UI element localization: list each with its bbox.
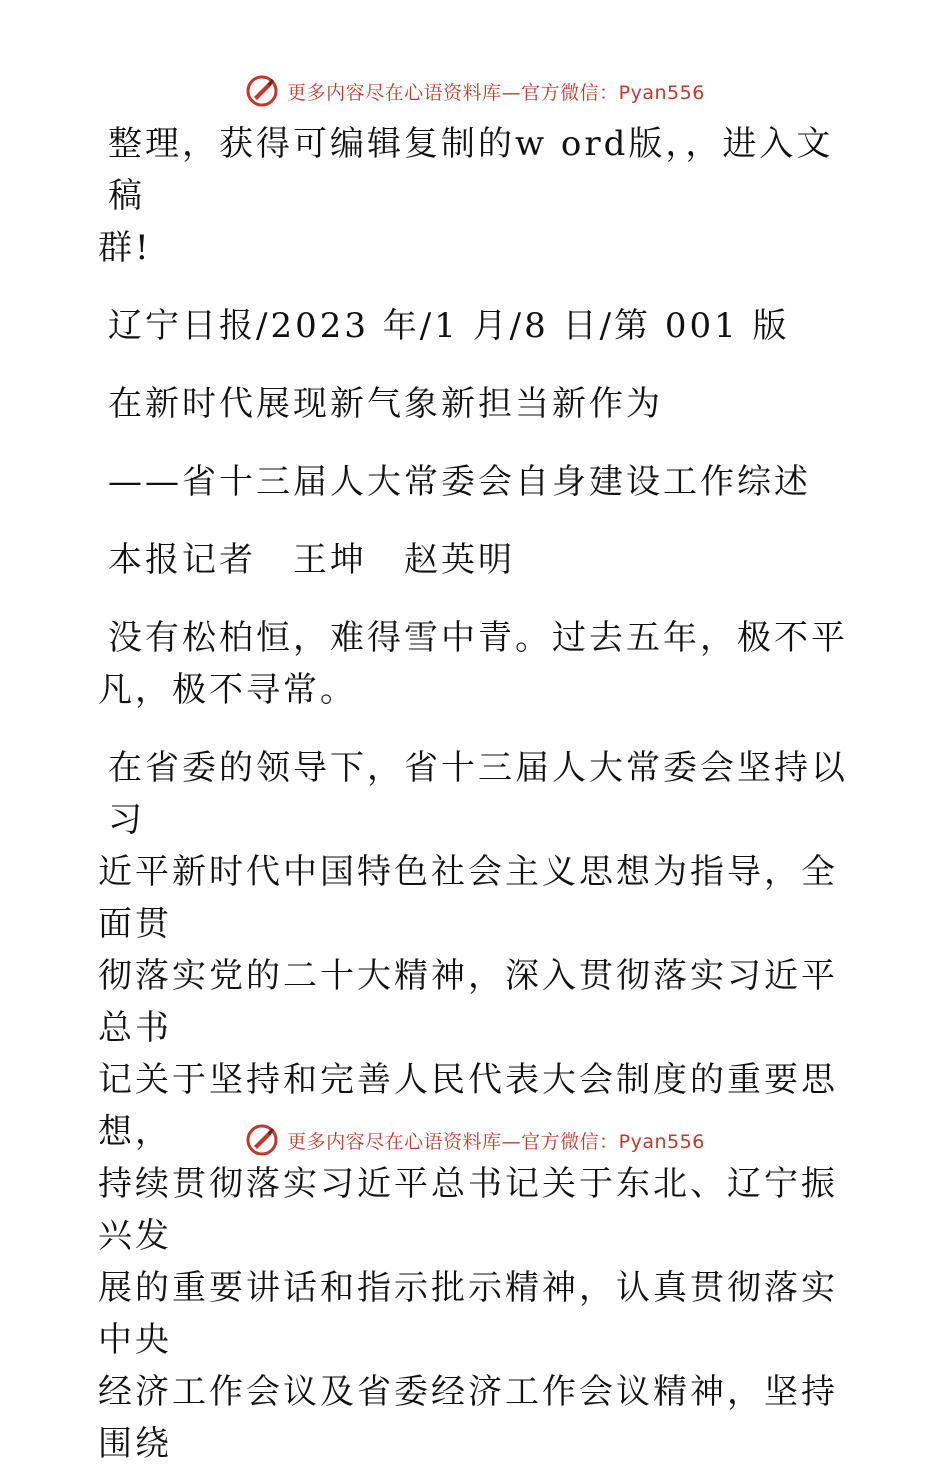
intro-line: 群! bbox=[98, 228, 152, 268]
document-body bbox=[98, 118, 854, 1470]
paragraph-line: 展的重要讲话和指示批示精神，认真贯彻落实中央 bbox=[98, 1268, 838, 1360]
article-subtitle: ——省十三届人大常委会自身建设工作综述 bbox=[108, 462, 811, 502]
footer-text: 更多内容尽在心语资料库—官方微信：Pyan556 bbox=[287, 1130, 705, 1153]
paragraph-line: 经济工作会议及省委经济工作会议精神，坚持围绕 bbox=[98, 1372, 838, 1464]
paragraph-line: 持续贯彻落实习近平总书记关于东北、辽宁振兴发 bbox=[98, 1164, 838, 1256]
paragraph-1 bbox=[98, 612, 854, 716]
paragraph-line: 在省委的领导下，省十三届人大常委会坚持以习 bbox=[108, 748, 848, 840]
brand-logo-icon bbox=[245, 1123, 279, 1157]
article-title: 在新时代展现新气象新担当新作为 bbox=[108, 384, 663, 424]
byline: 本报记者 王坤 赵英明 bbox=[108, 540, 515, 580]
paragraph-2 bbox=[98, 742, 854, 1470]
intro-line: 整理，获得可编辑复制的w ord版，，进入文稿 bbox=[108, 124, 834, 216]
paragraph-line: 记关于坚持和完善人民代表大会制度的重要思想， bbox=[98, 1060, 838, 1152]
header-text: 更多内容尽在心语资料库—官方微信：Pyan556 bbox=[287, 81, 705, 104]
paragraph-line: 凡，极不寻常。 bbox=[98, 670, 357, 710]
footer-banner bbox=[0, 1120, 950, 1160]
paragraph-line: 彻落实党的二十大精神，深入贯彻落实习近平总书 bbox=[98, 956, 838, 1048]
paragraph-line: 没有松柏恒，难得雪中青。过去五年，极不平 bbox=[108, 618, 848, 658]
paragraph-line: 近平新时代中国特色社会主义思想为指导，全面贯 bbox=[98, 852, 838, 944]
source-line: 辽宁日报/2023 年/1 月/8 日/第 001 版 bbox=[108, 306, 790, 346]
intro-paragraph bbox=[98, 118, 854, 274]
header-banner bbox=[0, 71, 950, 111]
brand-logo-icon bbox=[245, 74, 279, 108]
